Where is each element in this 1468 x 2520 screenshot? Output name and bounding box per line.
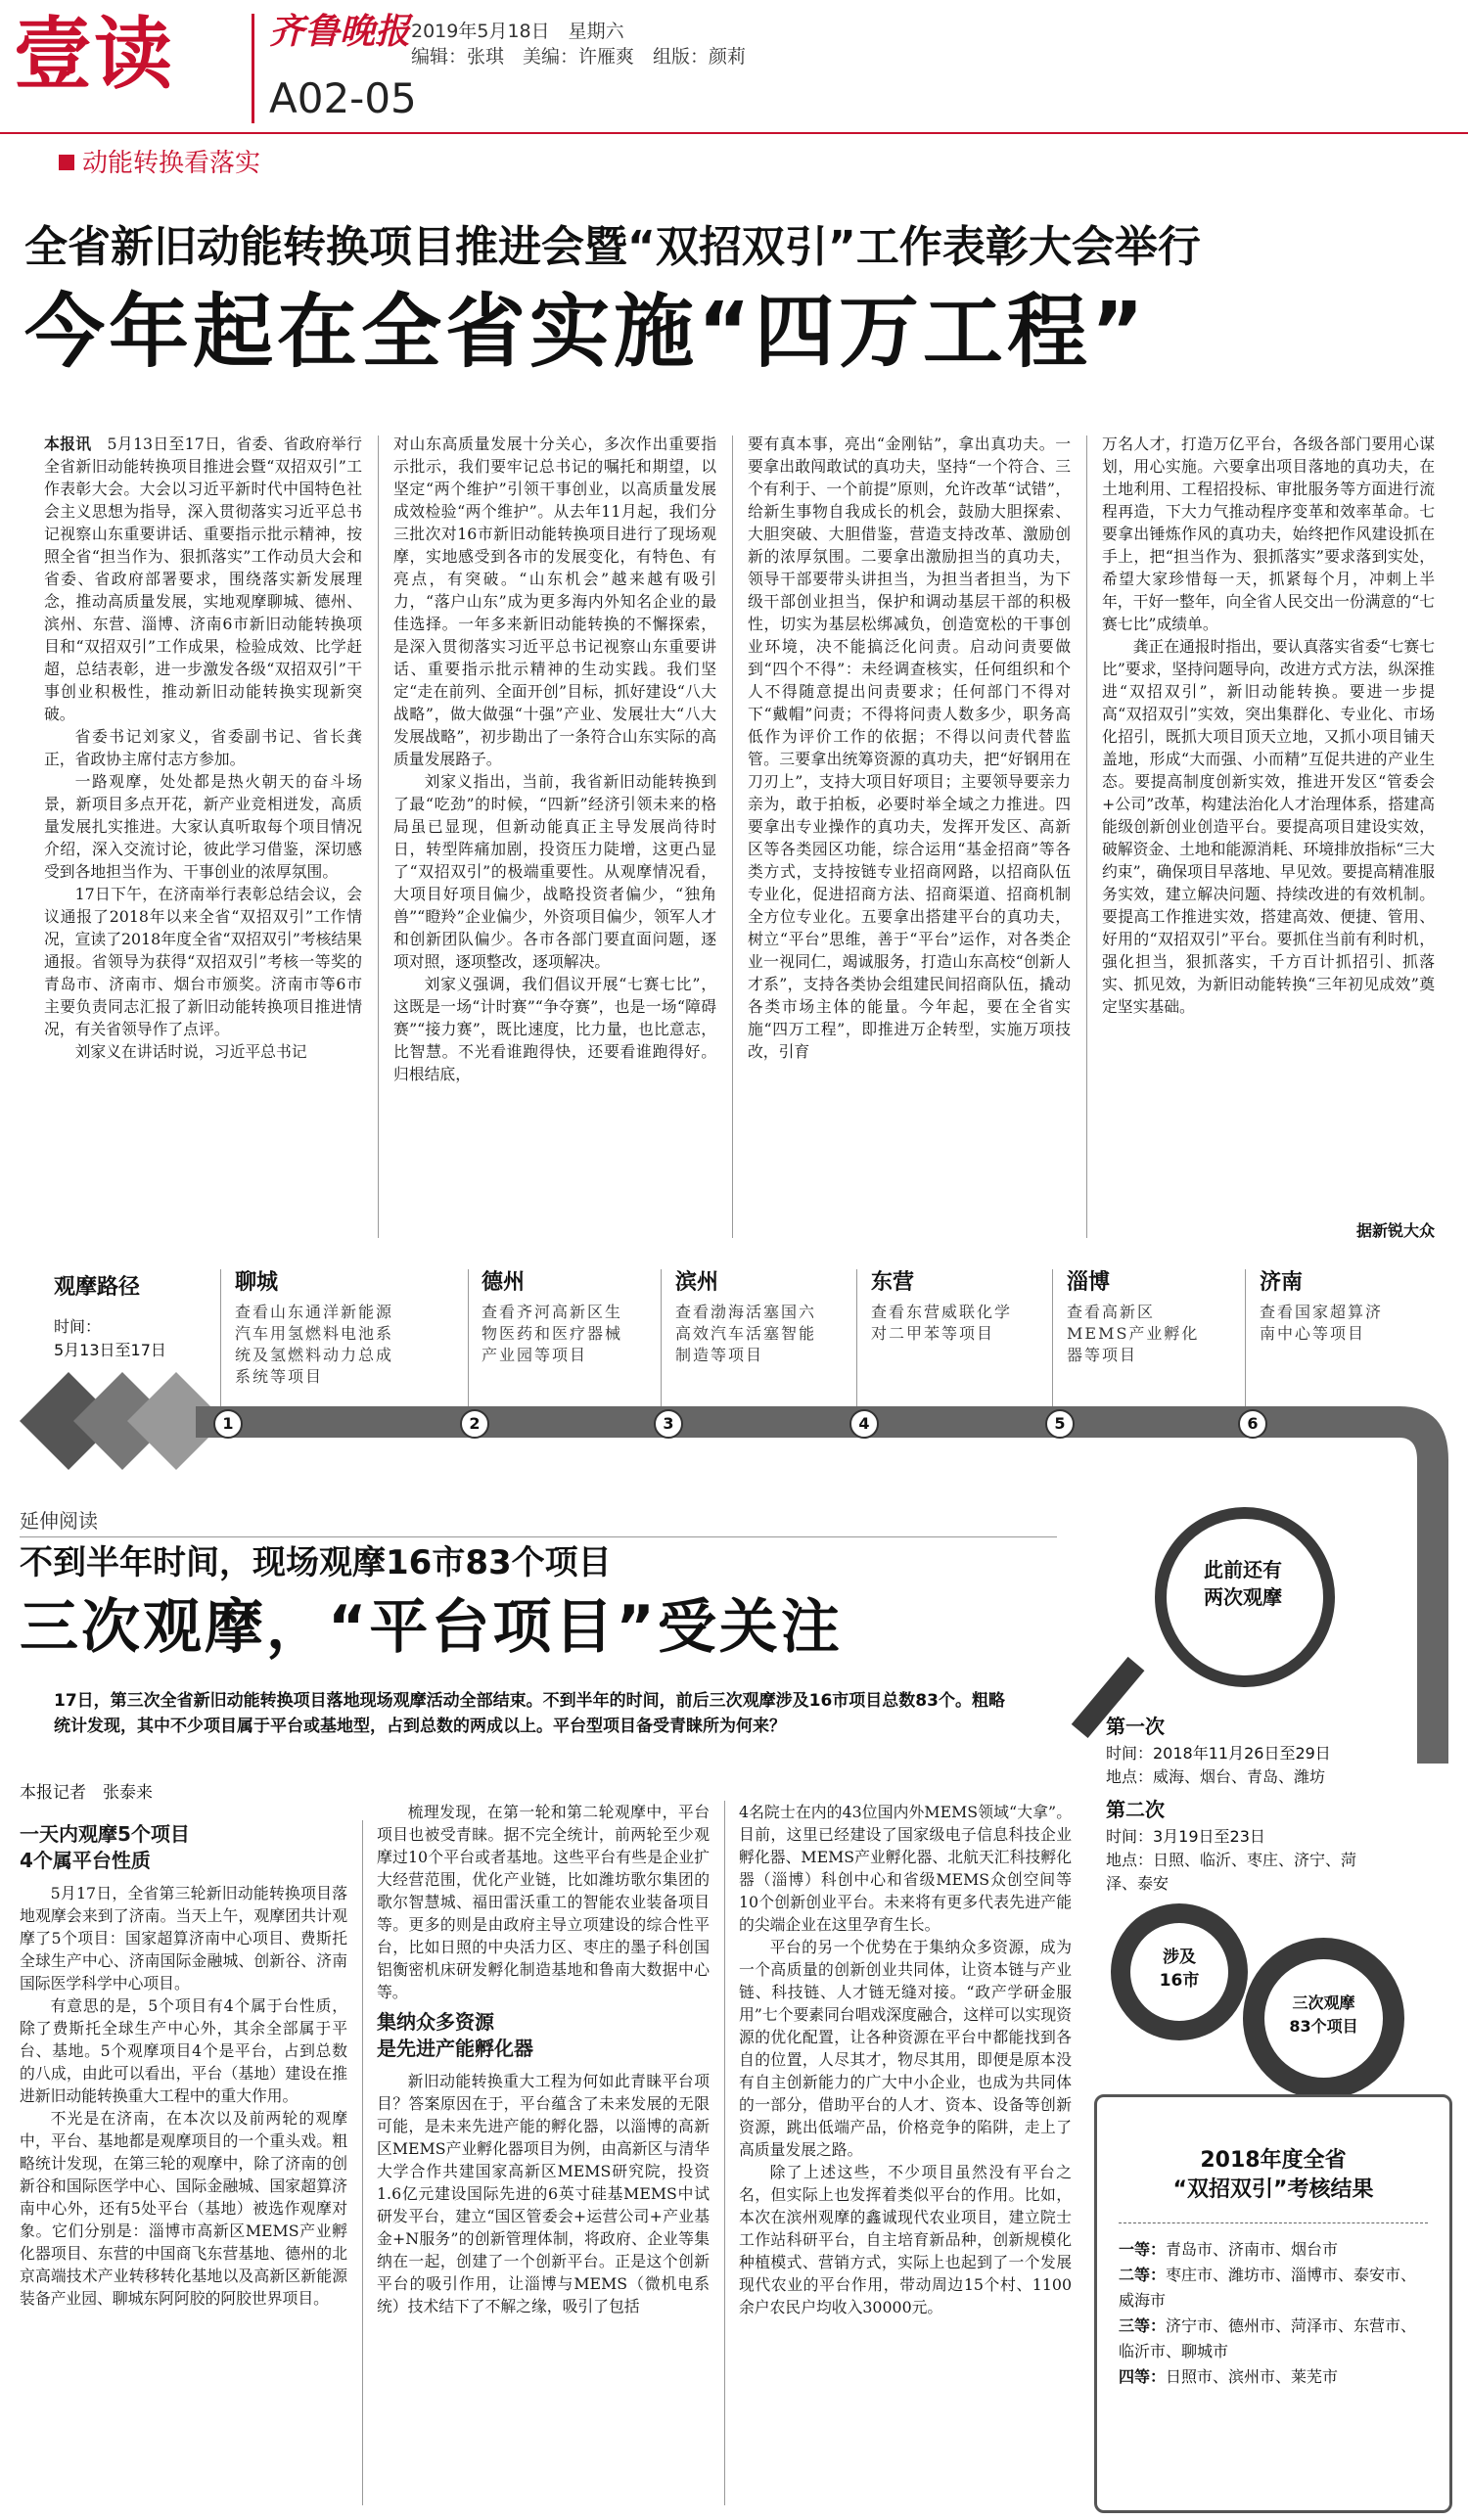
story1-byline: 据新锐大众 xyxy=(1355,1221,1435,1240)
column-divider xyxy=(362,1820,363,2505)
second-place: 地点：日照、临沂、枣庄、济宁、菏泽、泰安 xyxy=(1106,1851,1357,1893)
stop-city: 济南 xyxy=(1260,1270,1304,1295)
stop-number: 3 xyxy=(654,1409,683,1439)
paragraph: 龚正在通报时指出，要认真落实省委“七赛七比”要求，坚持问题导向，改进方式方法，纵深推进“双招双引”，新旧动能转换。要进一步提高“双招双引”实效，突出集群化、专业化、市场化招引，既抓大项目顶天立地，又抓小项目铺天盖地，形成“大而强、小而精”互促共进的产业生态。要提高制度创新实效，推进开发区“管委会+公司”改革，构建法治化人才治理体系，搭建高能级创新创业创造平台。要提高项目建设实效，破解资金、土地和能源消耗、环境排放指标“三大约束”，确保项目早落地、早见效。要提高精准服务实效，建立解决问题、持续改进的有效机制。要提高工作推进实效，搭建高效、便捷、管用、好用的“双招双引”平台。要抓住当前有利时机，强化担当，狠抓落实，千方百计抓招引、抓落实、抓见效，为新旧动能转换“三年初见成效”奠定坚实基础。 xyxy=(1102,637,1435,1016)
grade-cities: 济宁市、德州市、菏泽市、东营市、临沂市、聊城市 xyxy=(1119,2316,1417,2360)
story1-column-1 xyxy=(44,433,362,1245)
second-title: 第二次 xyxy=(1106,1798,1165,1821)
grade-row xyxy=(1119,2237,1428,2263)
stop-divider xyxy=(1052,1269,1053,1406)
section-heading: 一天内观摩5个项目 4个属平台性质 xyxy=(20,1822,190,1872)
column-divider xyxy=(724,1801,725,2505)
side-panel xyxy=(1077,1478,1468,2094)
paragraph: 不光是在济南，在本次以及前两轮的观摩中，平台、基地都是观摩项目的一个重头戏。粗略统计发现，在第三轮的观摩中，除了济南的创新谷和国际医学中心、国际金融城、国家超算济南中心外，还有5处平台（基地）被选作观摩对象。它们分别是：淄博市高新区MEMS产业孵化器项目、东营的中国商飞东营基地、德州的北京高端技术产业转移转化基地以及高新区新能源装备产业园、聊城东阿阿胶的阿胶世界项目。 xyxy=(20,2109,347,2308)
first-time: 时间：2018年11月26日至29日 xyxy=(1106,1744,1331,1763)
stop-number: 1 xyxy=(213,1409,243,1439)
stop-divider xyxy=(220,1269,221,1406)
paragraph: 有意思的是，5个项目有4个属于台性质，除了费斯托全球生产中心外，其余全部属于平台、基地。5个观摩项目4个是平台，占到总数的八成，由此可以看出，平台（基地）建设在推进新旧动能转换重大工程中的重大作用。 xyxy=(20,1996,347,2105)
story2-headline: 三次观摩，“平台项目”受关注 xyxy=(20,1593,843,1662)
section-heading: 集纳众多资源 是先进产能孵化器 xyxy=(377,2010,533,2060)
paragraph: 一路观摩，处处都是热火朝天的奋斗场景，新项目多点开花，新产业竞相迸发，高质量发展扎实推进。大家认真听取每个项目情况介绍，深入交流讨论，彼此学习借鉴，深切感受到各地担当作为、干事创业的浓厚氛围。 xyxy=(44,772,362,881)
grade-cities: 枣庄市、潍坊市、淄博市、泰安市、威海市 xyxy=(1119,2266,1417,2310)
header-rule xyxy=(0,132,1468,134)
column-divider xyxy=(732,435,733,1238)
story2-intro: 17日，第三次全省新旧动能转换项目落地现场观摩活动全部结束。不到半年的时间，前后三次观摩涉及16市项目总数83个。粗略统计发现，其中不少项目属于平台或基地型，占到总数的两成以上。平台型项目备受青睐所为何来？ xyxy=(54,1691,1005,1736)
paragraph: 除了上述这些，不少项目虽然没有平台之名，但实际上也发挥着类似平台的作用。比如，本次在滨州观摩的鑫诚现代农业项目，建立院士工作站科研平台，自主培育新品种，创新规模化种植模式、营销方式，实际上也起到了一个发展现代农业的平台作用，带动周边15个村、1100余户农民户均收入30000元。 xyxy=(739,2163,1072,2316)
stop-divider xyxy=(468,1269,469,1406)
first-place: 地点：威海、烟台、青岛、潍坊 xyxy=(1106,1767,1326,1786)
route-graphic xyxy=(0,1255,1468,1475)
results-box xyxy=(1094,2094,1452,2513)
grade-label: 四等： xyxy=(1119,2367,1167,2386)
story2-column-2 xyxy=(377,1801,710,2510)
story2-column-3 xyxy=(739,1801,1072,2510)
grade-label: 一等： xyxy=(1119,2240,1167,2259)
second-time: 时间：3月19日至23日 xyxy=(1106,1827,1265,1846)
gear-label: 涉及 16市 xyxy=(1159,1947,1200,1991)
grade-row xyxy=(1119,2364,1428,2390)
stop-number: 2 xyxy=(460,1409,489,1439)
paragraph: 省委书记刘家义，省委副书记、省长龚正，省政协主席付志方参加。 xyxy=(44,727,362,768)
story1-column-3 xyxy=(748,433,1071,1245)
section-tag xyxy=(59,147,260,180)
square-icon xyxy=(59,155,74,170)
first-title: 第一次 xyxy=(1106,1715,1165,1738)
stop-desc: 查看东营威联化学对二甲苯等项目 xyxy=(871,1303,1013,1343)
stop-city: 淄博 xyxy=(1067,1270,1111,1295)
grade-row xyxy=(1119,2263,1428,2314)
stop-number: 5 xyxy=(1045,1409,1075,1439)
story1-column-2 xyxy=(393,433,716,1245)
stop-number: 6 xyxy=(1238,1409,1267,1439)
gear-label: 三次观摩 83个项目 xyxy=(1289,1993,1358,2036)
results-list xyxy=(1097,2223,1449,2390)
route-time-value: 5月13日至17日 xyxy=(54,1341,166,1359)
stop-number: 4 xyxy=(849,1409,879,1439)
stop-city: 东营 xyxy=(871,1270,915,1295)
stop-desc: 查看高新区MEMS产业孵化器等项目 xyxy=(1067,1303,1200,1364)
column-divider xyxy=(1086,435,1087,1238)
story1-column-4 xyxy=(1102,433,1435,1215)
paragraph: 5月13日至17日，省委、省政府举行全省新旧动能转换项目推进会暨“双招双引”工作表彰大会。大会以习近平新时代中国特色社会主义思想为指导，深入贯彻落实习近平总书记视察山东重要讲话、重要指示批示精神，按照全省“担当作为、狠抓落实”工作动员大会和省委、省政府部署要求，围绕落实新发展理念，推动高质量发展，实地观摩聊城、德州、滨州、东营、淄博、济南6市新旧动能转换项目和“双招双引”工作成果，检验成效、比学赶超，总结表彰，进一步激发各级“双招双引”干事创业积极性，推动新旧动能转换实现新突破。 xyxy=(44,435,362,723)
paragraph: 梳理发现，在第一轮和第二轮观摩中，平台项目也被受青睐。据不完全统计，前两轮至少观摩过10个平台或者基地。这些平台有些是企业扩大经营范围，优化产业链，比如潍坊歌尔集团的歌尔智慧城、福田雷沃重工的智能农业装备项目等。更多的则是由政府主导立项建设的综合性平台，比如日照的中央活力区、枣庄的墨子科创国铝衡密机床研发孵化制造基地和鲁南大数据中心等。 xyxy=(377,1803,710,2001)
section-tag-label: 动能转换看落实 xyxy=(82,149,261,178)
grade-cities: 日照市、滨州市、莱芜市 xyxy=(1166,2367,1339,2386)
page-code: A02-05 xyxy=(269,74,417,122)
stop-divider xyxy=(856,1269,857,1406)
stop-city: 聊城 xyxy=(235,1270,279,1295)
stop-city: 滨州 xyxy=(675,1270,719,1295)
stop-desc: 查看山东通洋新能源汽车用氢燃料电池系统及氢燃料动力总成系统等项目 xyxy=(235,1303,394,1386)
grade-row xyxy=(1119,2314,1428,2364)
paragraph: 新旧动能转换重大工程为何如此青睐平台项目？答案原因在于，平台蕴含了未来发展的无限可能，是未来先进产能的孵化器，以淄博的高新区MEMS产业孵化器项目为例，由高新区与清华大学合作共建国家高新区MEMS研究院，投资1.6亿元建设国际先进的6英寸硅基MEMS中试研发平台，建立“国区管委会+运营公司+产业基金+N服务”的创新管理体制，将政府、企业等集纳在一起，创建了一个创新平台。正是这个创新平台的吸引作用，让淄博与MEMS（微机电系统）技术结下了不解之缘，吸引了包括 xyxy=(377,2072,710,2315)
masthead-divider xyxy=(252,14,254,123)
story2-column-1 xyxy=(20,1815,347,2510)
dateline: 2019年5月18日 星期六 xyxy=(411,21,624,42)
route-time-label: 时间： xyxy=(54,1317,102,1336)
paragraph: 对山东高质量发展十分关心，多次作出重要指示批示，我们要牢记总书记的嘱托和期望，以坚定“两个维护”引领干事创业，以高质量发展成效检验“两个维护”。从去年11月起，我们分三批次对16市新旧动能转换项目进行了现场观摩，实地感受到各市的发展变化，有特色、有亮点，有突破。“山东机会”越来越有吸引力，“落户山东”成为更多海内外知名企业的最佳选择。一年多来新旧动能转换的不懈探索，是深入贯彻落实习近平总书记视察山东重要讲话、重要指示批示精神的生动实践。我们坚定“走在前列、全面开创”目标，抓好建设“八大战略”，做大做强“十强”产业、发展壮大“八大发展战略”，初步勘出了一条符合山东实际的高质量发展路子。 xyxy=(393,435,716,768)
story1-headline: 今年起在全省实施“四万工程” xyxy=(24,286,1148,379)
paragraph: 17日下午，在济南举行表彰总结会议，会议通报了2018年以来全省“双招双引”工作情况，宣读了2018年度全省“双招双引”考核结果通报。省领导为获得“双招双引”考核一等奖的青岛市、济南市、烟台市颁奖。济南市等6市主要负责同志汇报了新旧动能转换项目推进情况，有关省领导作了点评。 xyxy=(44,885,362,1038)
paragraph: 刘家义指出，当前，我省新旧动能转换到了最“吃劲”的时候，“四新”经济引领未来的格局虽已显现，但新动能真正主导发展尚待时日，转型阵痛加剧，投资压力陡增，这更凸显了“双招双引”的极端重要性。从观摩情况看，大项目好项目偏少，战略投资者偏少，“独角兽”“瞪羚”企业偏少，外资项目偏少，领军人才和创新团队偏少。各市各部门要直面问题，逐项对照，逐项整改，逐项解决。 xyxy=(393,772,716,971)
newspaper-name: 齐鲁晚报 xyxy=(269,11,411,52)
stop-divider xyxy=(1245,1269,1246,1406)
paragraph: 刘家义强调，我们倡议开展“七赛七比”，这既是一场“计时赛”“争夺赛”，也是一场“障碍赛”“接力赛”，既比速度，比力量，也比意志，比智慧。不光看谁跑得快，还要看谁跑得好。归根结底， xyxy=(393,975,716,1083)
stop-divider xyxy=(661,1269,662,1406)
paragraph: 平台的另一个优势在于集纳众多资源，成为一个高质量的创新创业共同体，让资本链与产业链、科技链、人才链无缝对接。“政产学研金服用”七个要素同台唱戏深度融合，这样可以实现资源的优化配置，让各种资源在平台中都能找到各自的位置，人尽其才，物尽其用，即便是原本没有自主创新能力的广大中小企业，也成为共同体的一部分，借助平台的人才、资本、设备等创新资源，跳出低端产品，价格竞争的陷阱，走上了高质量发展之路。 xyxy=(739,1938,1072,2159)
rule xyxy=(20,1536,1057,1537)
results-title: 2018年度全省 “双招双引”考核结果 xyxy=(1172,2148,1374,2202)
stop-desc: 查看渤海活塞国六高效汽车活塞智能制造等项目 xyxy=(675,1303,817,1364)
route-title: 观摩路径 xyxy=(54,1275,141,1300)
brand-title: 壹读 xyxy=(14,9,174,100)
lead-label: 本报讯 xyxy=(44,435,92,453)
grade-cities: 青岛市、济南市、烟台市 xyxy=(1166,2240,1339,2259)
bubble-text: 此前还有 两次观摩 xyxy=(1204,1558,1282,1609)
paragraph: 4名院士在内的43位国内外MEMS领域“大拿”。目前，这里已经建设了国家级电子信息科技企业孵化器、MEMS产业孵化器、北航天汇科技孵化器（淄博）科创中心和省级MEMS众创空间等10个创新创业平台。未来将有更多代表先进产能的尖端企业在这里孕育生长。 xyxy=(739,1803,1072,1934)
masthead xyxy=(0,0,1468,147)
paragraph: 万名人才，打造万亿平台，各级各部门要用心谋划，用心实施。六要拿出项目落地的真功夫，在土地利用、工程招投标、审批服务等方面进行流程再造，下大力气推动程序变革和效率革命。七要拿出锤炼作风的真功夫，始终把作风建设抓在手上，把“担当作为、狠抓落实”要求落到实处，希望大家珍惜每一天，抓紧每个月，冲刺上半年，干好一整年，向全省人民交出一份满意的“七赛七比”成绩单。 xyxy=(1102,435,1435,633)
editors-line: 编辑：张琪 美编：许雁爽 组版：颜莉 xyxy=(411,46,747,68)
column-divider xyxy=(378,435,379,1238)
grade-label: 二等： xyxy=(1119,2266,1167,2284)
grade-label: 三等： xyxy=(1119,2316,1167,2335)
story2-subhead: 不到半年时间，现场观摩16市83个项目 xyxy=(20,1543,612,1582)
story1-subhead: 全省新旧动能转换项目推进会暨“双招双引”工作表彰大会举行 xyxy=(24,222,1201,272)
extended-reading-tag: 延伸阅读 xyxy=(20,1509,98,1533)
paragraph: 5月17日，全省第三轮新旧动能转换项目落地观摩会来到了济南。当天上午，观摩团共计观摩了5个项目：国家超算济南中心项目、费斯托全球生产中心、济南国际金融城、创新谷、济南国际医学科学中心项目。 xyxy=(20,1884,347,1993)
stop-city: 德州 xyxy=(482,1270,526,1295)
paragraph: 要有真本事，亮出“金刚钻”，拿出真功夫。一要拿出敢闯敢试的真功夫，坚持“一个符合、三个有利于、一个前提”原则，允许改革“试错”，给新生事物自我成长的机会，鼓励大胆探索、大胆突破、大胆借鉴，营造支持改革、激励创新的浓厚氛围。二要拿出激励担当的真功夫，领导干部要带头讲担当，为担当者担当，为下级干部创业担当，保护和调动基层干部的积极性，切实为基层松绑减负，创造宽松的干事创业环境，决不能搞泛化问责。启动问责要做到“四个不得”：未经调查核实，任何组织和个人不得随意提出问责要求；任何部门不得对下“戴帽”问责；不得将问责人数多少，职务高低作为评价工作的依据；不得以问责代替监管。三要拿出统筹资源的真功夫，把“好钢用在刀刃上”，支持大项目好项目；主要领导要亲力亲为，敢于拍板，必要时举全域之力推进。四要拿出专业操作的真功夫，发挥开发区、高新区等各类园区功能，综合运用“基金招商”等各类方式，支持按链专业招商网路，以招商队伍专业化，促进招商方法、招商渠道、招商机制全方位专业化。五要拿出搭建平台的真功夫，树立“平台”思维，善于“平台”运作，对各类企业一视同仁，竭诚服务，打造山东高校“创新人才系”，支持各类协会组建民间招商队伍，撬动各类市场主体的能量。今年起，要在全省实施“四万工程”，即推进万企转型，实施万项技改，引育 xyxy=(748,435,1071,1061)
story2-byline: 本报记者 张泰来 xyxy=(20,1783,153,1803)
stop-desc: 查看齐河高新区生物医药和医疗器械产业园等项目 xyxy=(482,1303,623,1364)
stop-desc: 查看国家超算济南中心等项目 xyxy=(1260,1303,1384,1343)
paragraph: 刘家义在讲话时说，习近平总书记 xyxy=(74,1042,307,1061)
